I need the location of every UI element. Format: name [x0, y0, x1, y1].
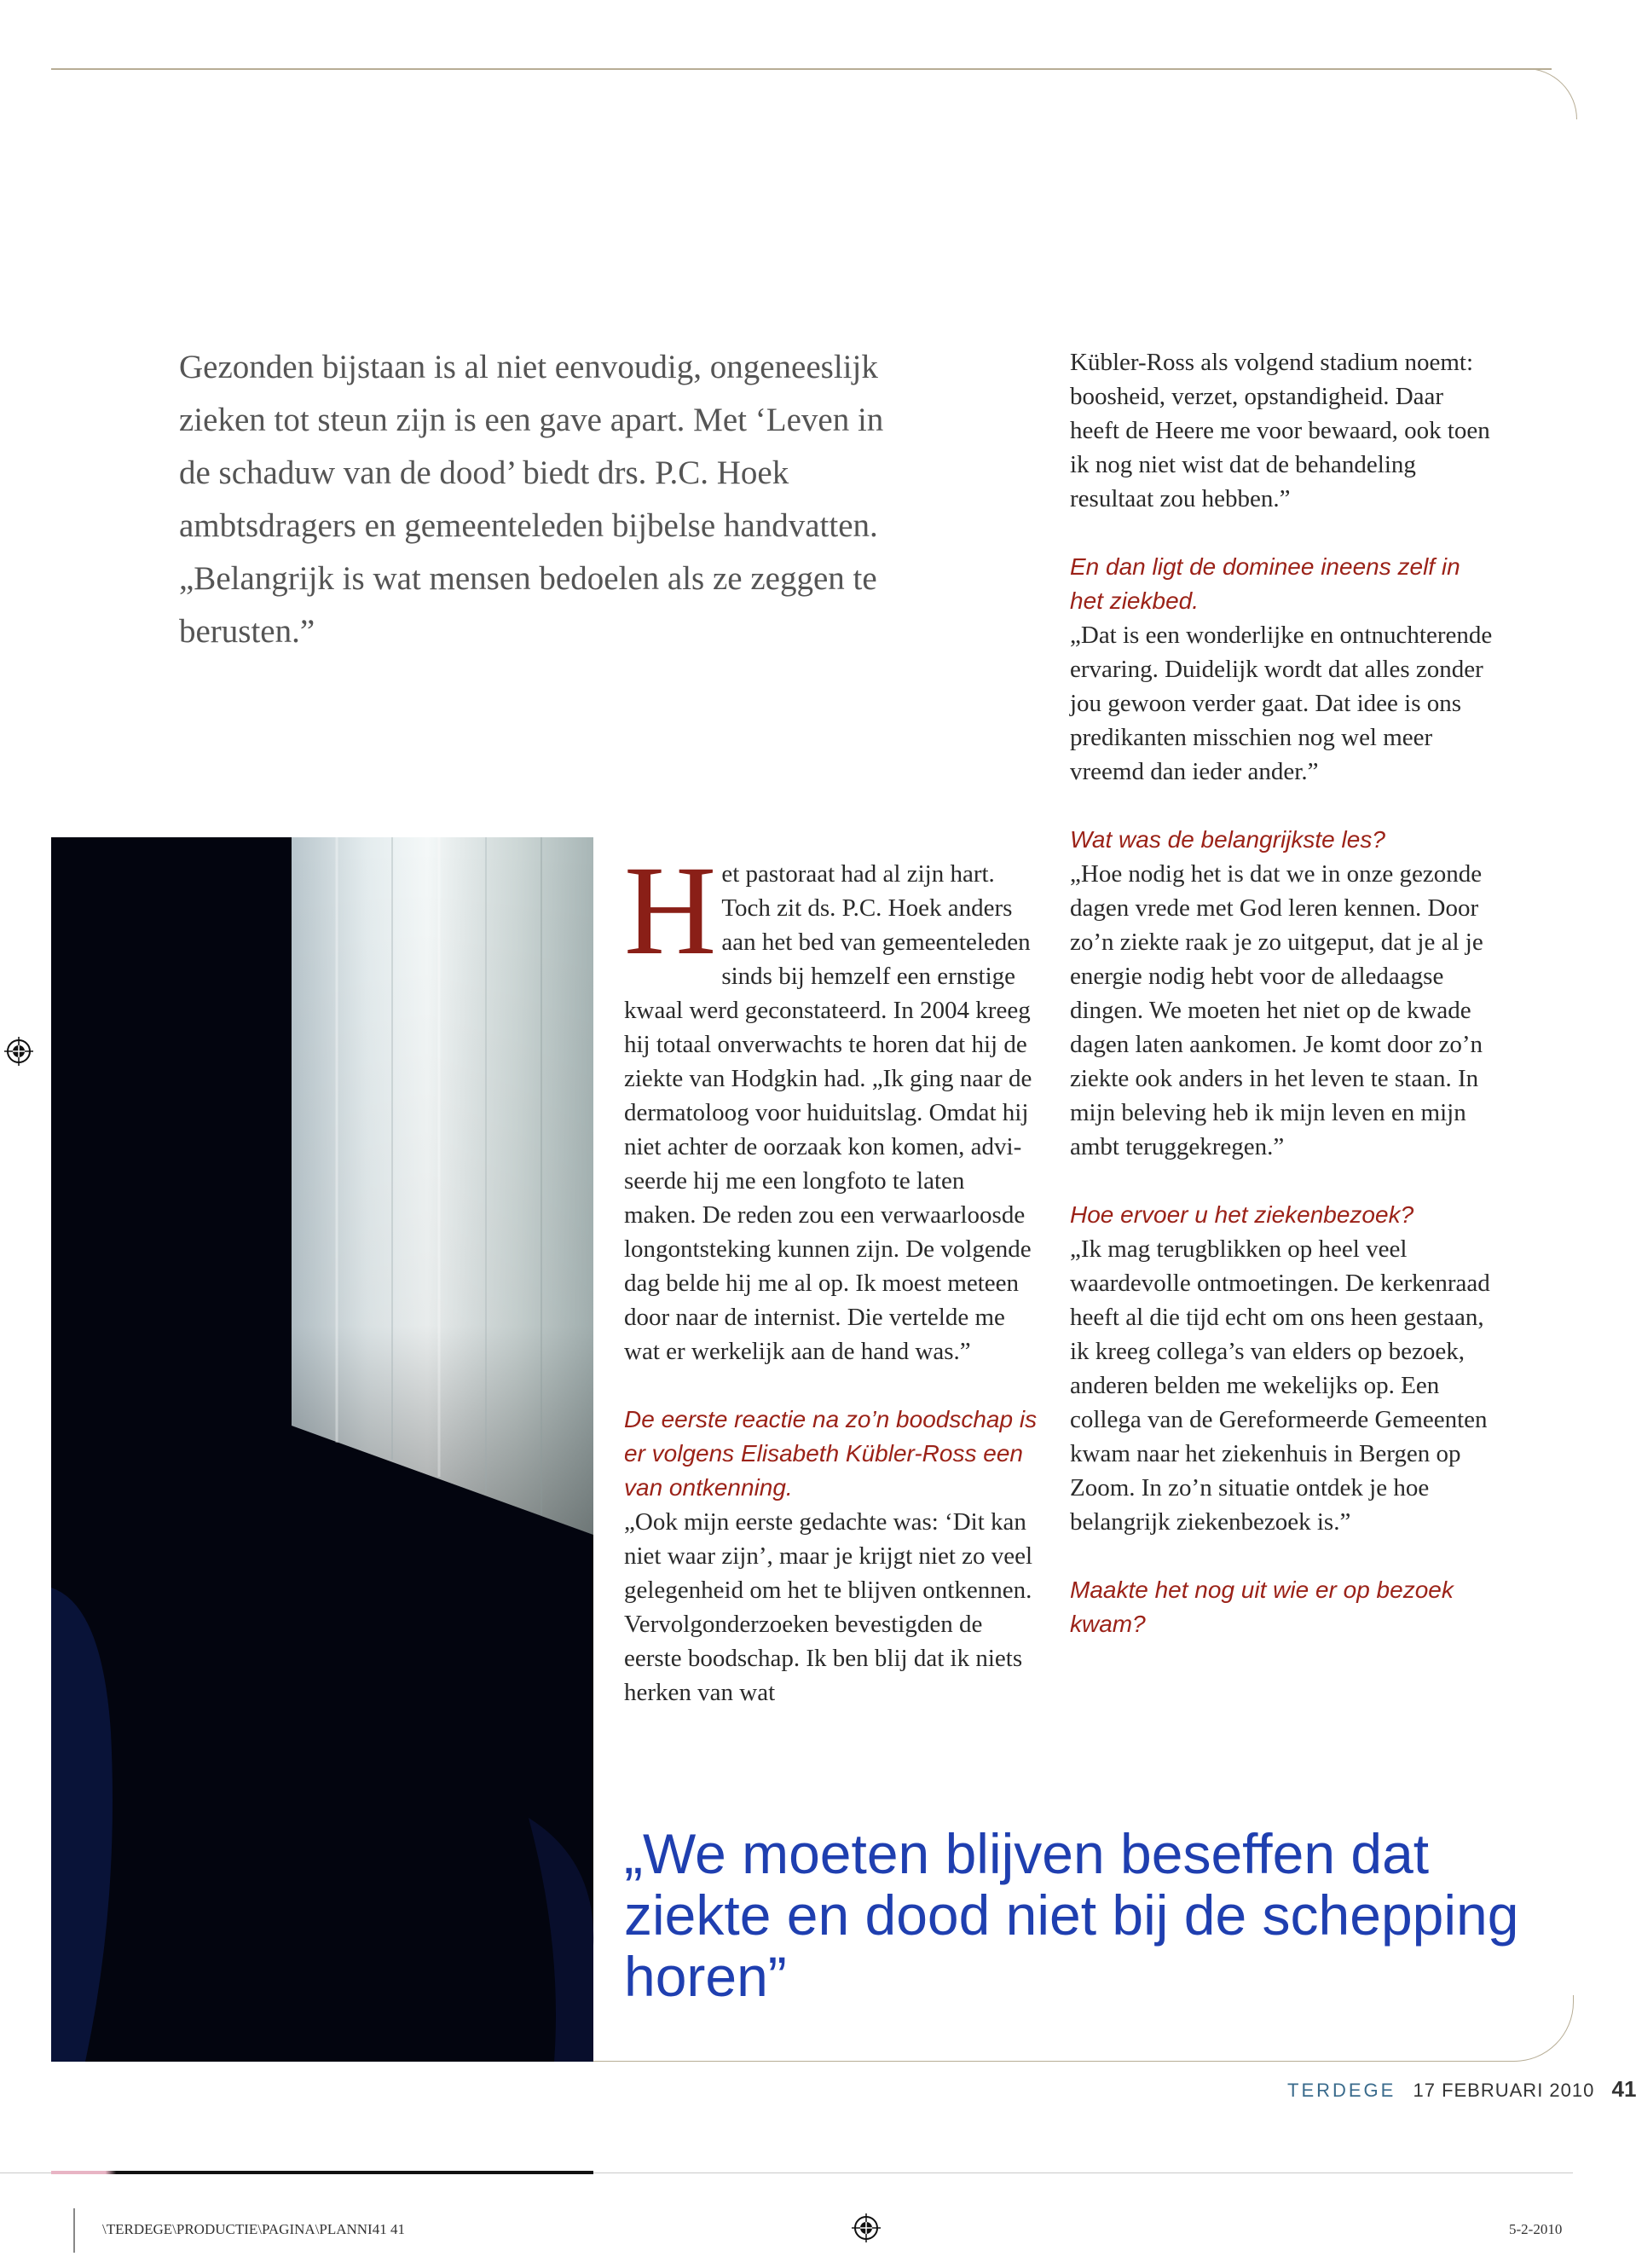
pull-quote: „We moeten blijven beseffen dat ziekte en dood niet bij de schepping horen”: [624, 1822, 1519, 2008]
article-column-middle: [624, 840, 1042, 1710]
page-footer: [1287, 2076, 1636, 2103]
magazine-brand: TERDEGE: [1287, 2080, 1396, 2101]
bottom-rule-corner: [593, 1995, 1574, 2062]
issue-date: 17 FEBRUARI 2010: [1413, 2080, 1595, 2101]
top-rule-corner: [1509, 68, 1577, 119]
color-bar: [51, 2171, 593, 2174]
question-5: Maakte het nog uit wie er op bezoek kwam?: [1070, 1577, 1454, 1637]
article-lead-paragraph: [624, 840, 1042, 1368]
question-4: Hoe ervoer u het ziekenbezoek?: [1070, 1201, 1414, 1228]
article-column-right: [1070, 345, 1496, 1641]
photo-window-blinds: [51, 837, 593, 2062]
article-lead-text: et pastoraat had al zijn hart. Toch zit ds. P.C. Hoek anders aan het bed van gemeenteleden sinds bij hemzelf een ernstige kwaal werd geconstateerd. In 2004 kreeg hij totaal onverwachts te horen dat hij de ziekte van Hodgkin had. „Ik ging naar de dermatoloog voor huiduitslag. Omdat hij niet achter de oorzaak kon komen, adviseerde hij me een longfoto te laten maken. De reden zou een verwaarloosde longontsteking kunnen zijn. De volgende dag belde hij me al op. Ik moest meteen door naar de internist. Die vertelde me wat er werkelijk aan de hand was.”: [624, 860, 1032, 1365]
crop-mark: [73, 2208, 75, 2253]
intro-text: Gezonden bijstaan is al niet eenvoudig, ongeneeslijk zieken tot steun zijn is een gave apart. Met ‘Leven in de schaduw van de dood’ biedt drs. P.C. Hoek ambtsdragers en gemeenteleden bijbelse handvatten. „Belangrijk is wat mensen bedoelen als ze zeggen te berusten.”: [179, 349, 884, 650]
answer-4: „Ik mag terugblikken op heel veel waardevolle ontmoetingen. De kerkenraad heeft al die tijd echt om ons heen gestaan, ik kreeg collega’s van elders op bezoek, anderen belden me wekelijks op. Een collega van de Gereformeerde Gemeenten kwam naar het ziekenhuis in Bergen op Zoom. In zo’n situatie ontdek je hoe belangrijk ziekenbezoek is.”: [1070, 1235, 1490, 1536]
question-1: De eerste reactie na zo’n boodschap is er volgens Elisabeth Kübler-Ross een van ontkenning.: [624, 1406, 1038, 1501]
registration-mark-icon: [4, 1037, 33, 1066]
answer-2: „Dat is een wonderlijke en ontnuchterende ervaring. Duidelijk wordt dat alles zonder jou gewoon verder gaat. Dat idee is ons predikanten misschien nog wel meer vreemd dan ieder ander.”: [1070, 622, 1493, 785]
answer-3: „Hoe nodig het is dat we in onze gezonde dagen vrede met God leren kennen. Door zo’n ziekte raak je zo uitgeput, dat je al je energie nodig hebt voor de alledaagse dingen. We moeten het niet op de kwade dagen laten aankomen. Je komt door zo’n ziekte ook anders in het leven te staan. In mijn beleving heb ik mijn leven en mijn ambt teruggekregen.”: [1070, 860, 1483, 1160]
drop-cap: H: [624, 840, 717, 981]
answer-1: „Ook mijn eerste gedachte was: ‘Dit kan niet waar zijn’, maar je krijgt niet zo veel gelegenheid om het te blijven ontkennen. Vervolgonderzoeken bevestigden de eerste boodschap. Ik ben blij dat ik niets herken van wat: [624, 1508, 1033, 1706]
slug-date: 5-2-2010: [1509, 2221, 1563, 2237]
slug-path: \TERDEGE\PRODUCTIE\PAGINA\PLANNI41 41: [102, 2221, 405, 2237]
registration-mark-icon: [852, 2213, 881, 2242]
answer-1-continued: Kübler-Ross als volgend stadium noemt: boosheid, verzet, opstandigheid. Daar heeft de Heere me voor bewaard, ook toen ik nog niet wist dat de behandeling resultaat zou hebben.”: [1070, 349, 1490, 512]
top-rule: [51, 68, 1552, 70]
question-2: En dan ligt de dominee ineens zelf in het ziekbed.: [1070, 553, 1460, 614]
page-number: 41: [1611, 2076, 1636, 2102]
article-photo: [51, 837, 593, 2062]
question-3: Wat was de belangrijkste les?: [1070, 826, 1385, 853]
